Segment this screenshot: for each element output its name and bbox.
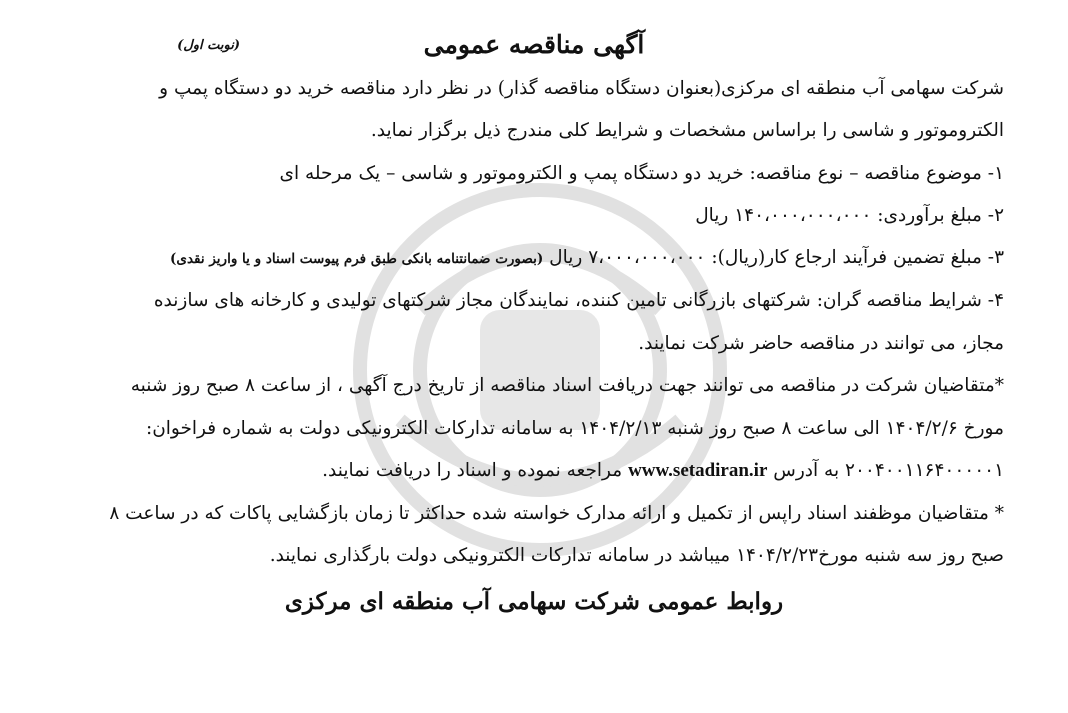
- item-3-note: (بصورت ضمانتنامه بانکی طبق فرم پیوست اسناد و یا واریز نقدی): [170, 251, 544, 267]
- item-3: [170, 247, 1004, 268]
- notice-1-line-1: *متقاضیان شرکت در مناقصه می توانند جهت دریافت اسناد مناقصه از تاریخ درج آگهی ، از ساعت ۸ صبح روز شنبه: [130, 375, 1004, 396]
- item-1: ۱- موضوع مناقصه – نوع مناقصه: خرید دو دستگاه پمپ و الکتروموتور و شاسی – یک مرحله ای: [279, 163, 1004, 184]
- notice-2-line-2: صبح روز سه شنبه مورخ۱۴۰۴/۲/۲۳ میباشد در سامانه تدارکات الکترونیکی دولت بارگذاری نمایند.: [269, 545, 1004, 566]
- call-number: ۲۰۰۴۰۰۱۱۶۴۰۰۰۰۰۱: [845, 460, 1004, 481]
- setadiran-link[interactable]: www.setadiran.ir: [628, 460, 768, 481]
- signature-footer: روابط عمومی شرکت سهامی آب منطقه ای مرکزی: [284, 588, 784, 615]
- round-label: (نوبت اول): [177, 38, 240, 53]
- intro-line-2: الکتروموتور و شاسی را براساس مشخصات و شرایط کلی مندرج ذیل برگزار نماید.: [370, 120, 1004, 141]
- notice-1-line-3: [322, 460, 1004, 482]
- item-4-line-1: ۴- شرایط مناقصه گران: شرکتهای بازرگانی تامین کننده، نمایندگان مجاز شرکتهای تولیدی و کارخانه های سازنده: [153, 290, 1004, 311]
- intro-line-1: شرکت سهامی آب منطقه ای مرکزی(بعنوان دستگاه مناقصه گذار) در نظر دارد مناقصه خرید دو دستگاه پمپ و: [159, 78, 1004, 99]
- item-2: ۲- مبلغ برآوردی: ۱۴۰،۰۰۰،۰۰۰،۰۰۰ ریال: [695, 205, 1004, 226]
- address-label: به آدرس: [773, 460, 840, 481]
- item-3-main: ۳- مبلغ تضمین فرآیند ارجاع کار(ریال): ۷،۰۰۰،۰۰۰،۰۰۰ ریال: [549, 247, 1004, 268]
- item-4-line-2: مجاز، می توانند در مناقصه حاضر شرکت نمایند.: [638, 333, 1004, 354]
- page-title: آگهی مناقصه عمومی: [423, 30, 645, 59]
- notice-1-line-3-tail: مراجعه نموده و اسناد را دریافت نمایند.: [322, 460, 623, 481]
- notice-2-line-1: * متقاضیان موظفند اسناد راپس از تکمیل و ارائه مدارک خواسته شده حداکثر تا زمان بازگشایی پاکات که در ساعت ۸: [109, 503, 1004, 524]
- notice-1-line-2: مورخ ۱۴۰۴/۲/۶ الی ساعت ۸ صبح روز شنبه ۱۴۰۴/۲/۱۳ به سامانه تدارکات الکترونیکی دولت به شماره فراخوان:: [145, 418, 1004, 439]
